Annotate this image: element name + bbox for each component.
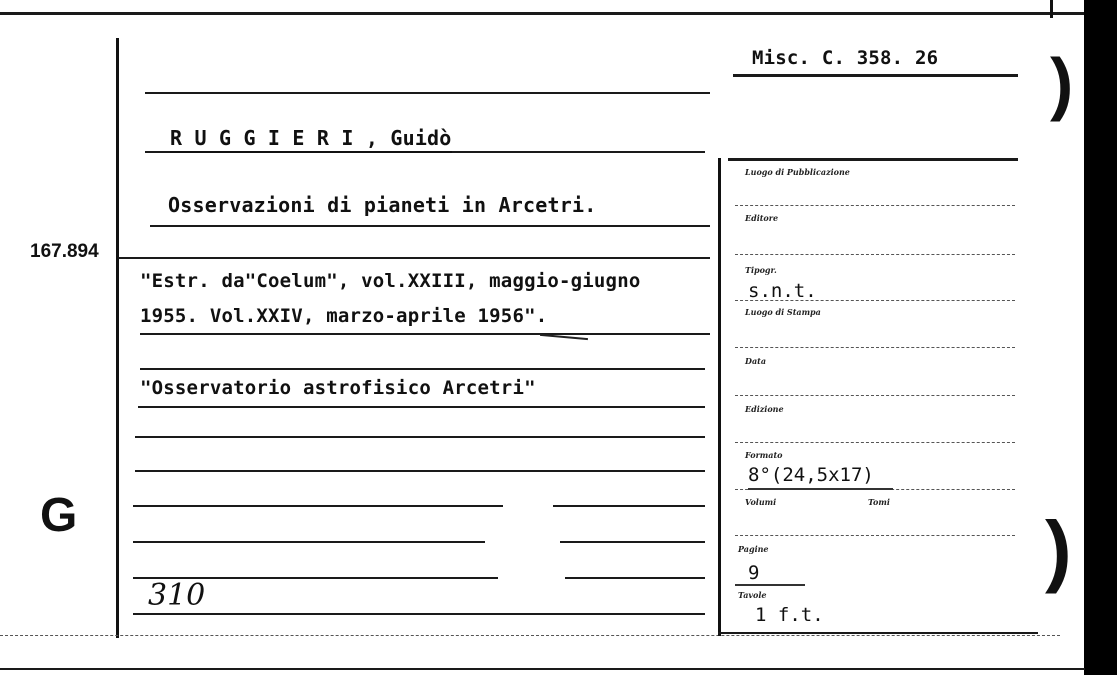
label-pagine: Pagine	[738, 544, 769, 554]
label-luogo-pubblicazione: Luogo di Pubblicazione	[745, 167, 850, 177]
handwritten-number: 310	[148, 578, 206, 613]
label-edizione: Edizione	[745, 404, 784, 414]
classification-number: 167.894	[30, 241, 99, 262]
institution-text: "Osservatorio astrofisico Arcetri"	[140, 377, 536, 399]
panel-bottom	[718, 632, 1038, 634]
rule-8	[135, 436, 705, 438]
field-line-4	[735, 347, 1015, 348]
value-formato: 8°(24,5x17)	[748, 464, 874, 486]
label-tipografia: Tipogr.	[745, 265, 777, 275]
pagine-underline	[735, 584, 805, 586]
rule-9	[135, 470, 705, 472]
label-formato: Formato	[745, 450, 783, 460]
author-text: R U G G I E R I , Guidò	[170, 126, 452, 153]
rule-7	[138, 406, 705, 408]
field-line-8	[735, 535, 1015, 536]
left-margin-line	[116, 38, 119, 638]
field-line-3	[735, 300, 1015, 301]
note-line-2: 1955. Vol.XXIV, marzo-aprile 1956".	[140, 305, 548, 327]
rule-13	[133, 613, 705, 615]
rule-1	[145, 92, 710, 94]
rule-11a	[133, 541, 485, 543]
rule-10b	[553, 505, 705, 507]
rule-10a	[133, 505, 503, 507]
shelfmark-underline	[733, 74, 1018, 77]
field-line-6	[735, 442, 1015, 443]
label-volumi: Volumi	[745, 497, 777, 507]
label-tomi: Tomi	[868, 497, 890, 507]
shelfmark: Misc. C. 358. 26	[752, 47, 939, 69]
panel-top	[728, 158, 1018, 161]
rule-3	[150, 225, 710, 227]
value-tipografia: s.n.t.	[748, 280, 817, 302]
right-panel-line	[718, 158, 721, 636]
rule-12b	[565, 577, 705, 579]
field-line-2	[735, 254, 1015, 255]
formato-underline	[748, 488, 893, 490]
right-edge	[1084, 0, 1117, 675]
top-right-tick	[1050, 0, 1053, 18]
rule-5	[140, 333, 710, 335]
author-name	[170, 126, 452, 150]
rule-4	[118, 257, 710, 259]
title-text: Osservazioni di pianeti in Arcetri.	[168, 193, 597, 217]
field-line-5	[735, 395, 1015, 396]
field-line-1	[735, 205, 1015, 206]
section-letter: G	[40, 489, 78, 542]
note-line-1: "Estr. da"Coelum", vol.XXIII, maggio-giugno	[140, 270, 641, 292]
top-border	[0, 12, 1085, 15]
value-tavole: 1 f.t.	[755, 604, 824, 626]
right-bracket-top: )	[1050, 44, 1074, 122]
label-tavole: Tavole	[738, 590, 767, 600]
value-pagine: 9	[748, 562, 760, 584]
rule-11b	[560, 541, 705, 543]
rule-6	[140, 368, 705, 370]
bottom-rule	[0, 668, 1085, 670]
right-bracket-bottom: )	[1045, 505, 1072, 594]
label-data: Data	[745, 356, 766, 366]
label-editore: Editore	[745, 213, 779, 223]
label-luogo-stampa: Luogo di Stampa	[745, 307, 821, 317]
bottom-dashed-line	[0, 635, 1060, 636]
